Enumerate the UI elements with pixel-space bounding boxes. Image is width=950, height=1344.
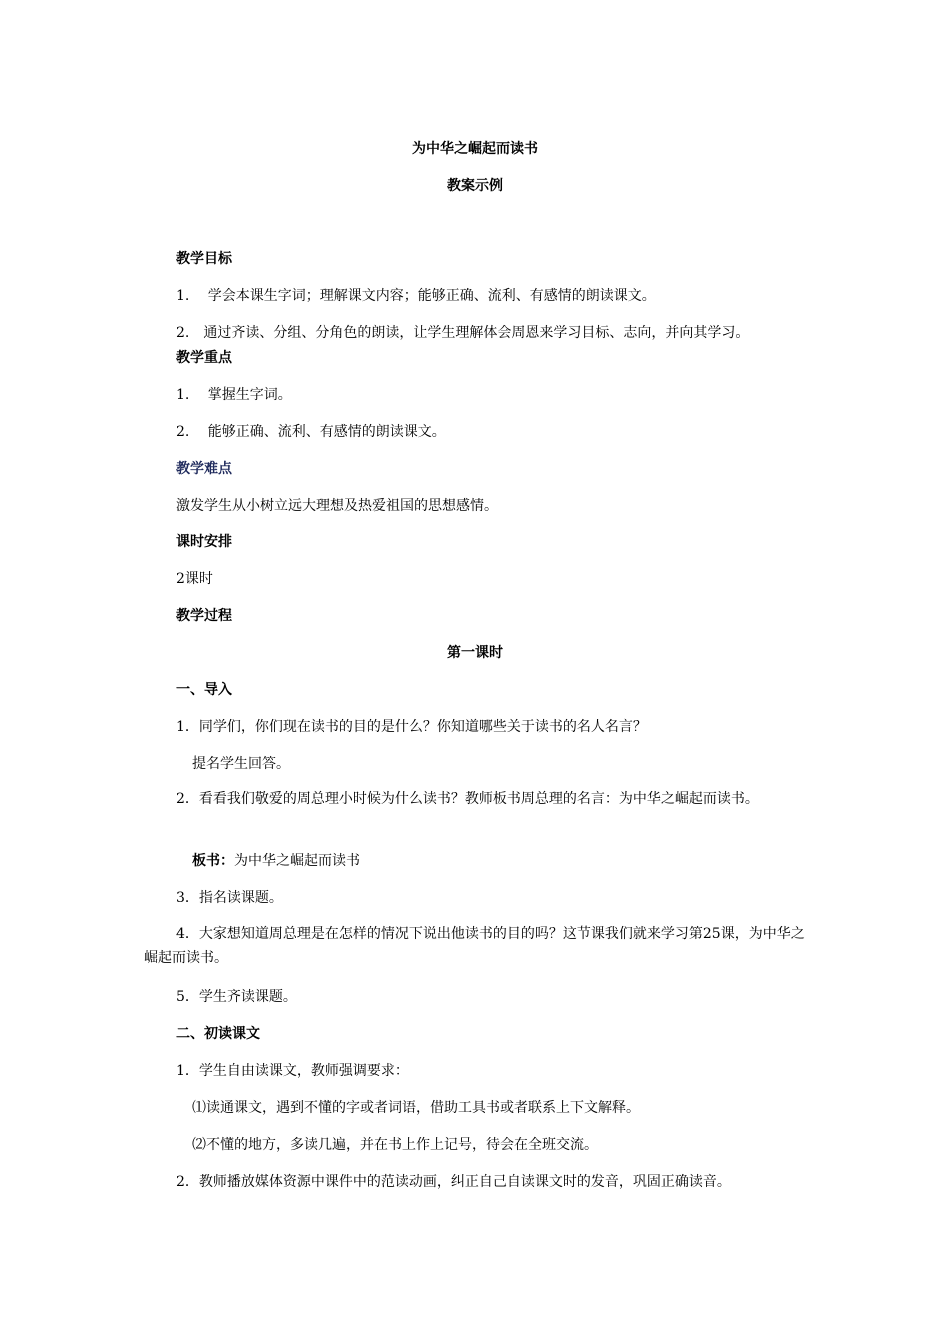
part-2-item-1: 1．学生自由读课文，教师强调要求： bbox=[176, 1063, 409, 1079]
goal-item-2: 2. 通过齐读、分组、分角色的朗读，让学生理解体会周恩来学习目标、志向，并向其学习。 bbox=[176, 325, 750, 341]
part-2-sub-1: ⑴读通课文，遇到不懂的字或者词语，借助工具书或者联系上下文解释。 bbox=[192, 1100, 640, 1116]
part-1-item-1: 1．同学们，你们现在读书的目的是什么？你知道哪些关于读书的名人名言？ bbox=[176, 719, 647, 735]
part-2-sub-2: ⑵不懂的地方，多读几遍，并在书上作上记号，待会在全班交流。 bbox=[192, 1137, 598, 1153]
lesson-1-heading: 第一课时 bbox=[447, 645, 503, 661]
blackboard-label: 板书： bbox=[192, 853, 234, 869]
document-title: 为中华之崛起而读书 bbox=[412, 141, 538, 157]
part-1-item-5: 5．学生齐读课题。 bbox=[176, 989, 297, 1005]
schedule-heading: 课时安排 bbox=[176, 534, 232, 550]
part-1-item-3: 3．指名读课题。 bbox=[176, 890, 283, 906]
blackboard-note bbox=[192, 852, 360, 870]
key-points-heading: 教学重点 bbox=[176, 350, 232, 366]
part-1-item-1-note: 提名学生回答。 bbox=[192, 756, 290, 772]
process-heading: 教学过程 bbox=[176, 608, 232, 624]
key-point-1: 1. 掌握生字词。 bbox=[176, 387, 292, 403]
key-point-2: 2. 能够正确、流利、有感情的朗读课文。 bbox=[176, 424, 446, 440]
blackboard-text: 为中华之崛起而读书 bbox=[234, 853, 360, 869]
difficulty-text: 激发学生从小树立远大理想及热爱祖国的思想感情。 bbox=[176, 498, 498, 514]
schedule-text: 2课时 bbox=[176, 571, 213, 587]
part-1-item-4: 4．大家想知道周总理是在怎样的情况下说出他读书的目的吗？这节课我们就来学习第25课，为中华之崛起而读书。 bbox=[144, 926, 805, 966]
part-1-item-2: 2．看看我们敬爱的周总理小时候为什么读书？教师板书周总理的名言：为中华之崛起而读书。 bbox=[176, 791, 759, 807]
part-2-item-2: 2．教师播放媒体资源中课件中的范读动画，纠正自己自读课文时的发音，巩固正确读音。 bbox=[176, 1174, 731, 1190]
difficulty-heading: 教学难点 bbox=[176, 461, 232, 477]
goals-heading: 教学目标 bbox=[176, 251, 232, 267]
goal-item-1: 1. 学会本课生字词；理解课文内容；能够正确、流利、有感情的朗读课文。 bbox=[176, 288, 656, 304]
document-subtitle: 教案示例 bbox=[447, 178, 503, 194]
part-1-heading: 一、导入 bbox=[176, 682, 232, 698]
part-2-heading: 二、初读课文 bbox=[176, 1026, 260, 1042]
